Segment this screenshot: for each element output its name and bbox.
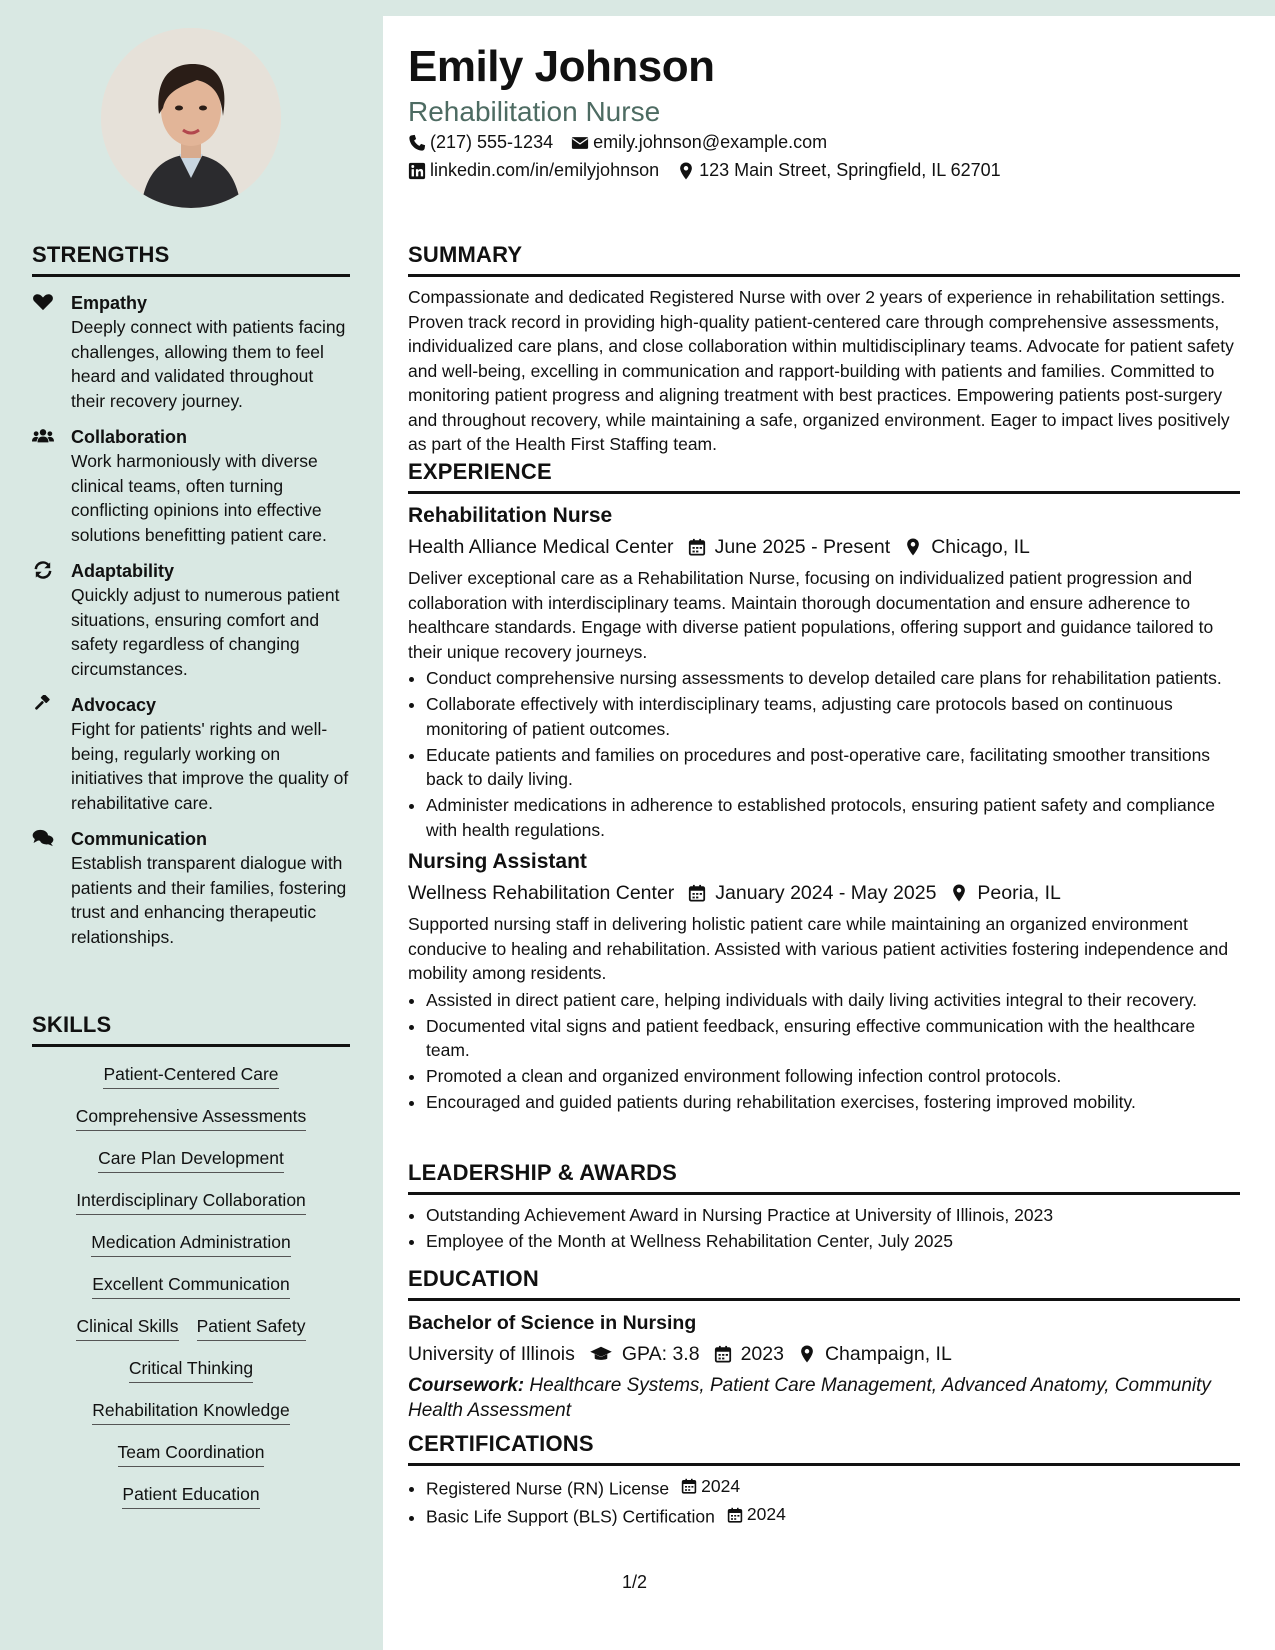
summary-section	[408, 242, 1240, 457]
education-heading: EDUCATION	[408, 1266, 1240, 1301]
job-company: Wellness Rehabilitation Center	[408, 882, 675, 904]
contact-row	[408, 160, 1001, 181]
linkedin-link[interactable]: linkedin.com/in/emilyjohnson	[430, 160, 660, 180]
award-item: • Outstanding Achievement Award in Nursing Practice at University of Illinois, 2023	[426, 1203, 1240, 1228]
strength-title: Adaptability	[71, 561, 175, 581]
job-dates: January 2024 - May 2025	[715, 882, 937, 904]
certification-item	[426, 1474, 1240, 1501]
skill-tag: Rehabilitation Knowledge	[92, 1399, 290, 1425]
strength-item	[32, 827, 350, 949]
strength-title: Collaboration	[71, 427, 187, 447]
graduation-year: 2023	[740, 1343, 784, 1365]
strength-description: Establish transparent dialogue with patients and their families, fostering trust and enhancing therapeutic relationships.	[71, 853, 347, 947]
users-icon	[32, 427, 54, 445]
coursework-list: Healthcare Systems, Patient Care Management, Advanced Anatomy, Community Health Assessment	[408, 1375, 1211, 1421]
job-bullet: • Assisted in direct patient care, helping individuals with daily living activities integral to their recovery.	[426, 988, 1240, 1013]
candidate-role: Rehabilitation Nurse	[408, 96, 661, 127]
strength-description: Work harmoniously with diverse clinical teams, often turning conflicting opinions into effective solutions benefitting patient care.	[71, 451, 327, 545]
leadership-heading: LEADERSHIP & AWARDS	[408, 1160, 1240, 1195]
skill-tag: Patient-Centered Care	[103, 1063, 278, 1089]
leadership-section	[408, 1160, 1240, 1255]
profile-photo	[101, 28, 281, 208]
certification-year: 2024	[701, 1476, 741, 1496]
phone-number: (217) 555-1234	[430, 132, 554, 152]
certification-year: 2024	[746, 1504, 786, 1525]
strength-title: Empathy	[71, 293, 148, 313]
strength-title: Communication	[71, 829, 208, 849]
education-section	[408, 1266, 1240, 1423]
map-marker-icon	[950, 884, 968, 902]
school-location: Champaign, IL	[824, 1343, 952, 1365]
envelope-icon	[571, 134, 589, 152]
job-title: Rehabilitation Nurse	[408, 504, 613, 527]
skill-tag: Patient Education	[122, 1483, 259, 1509]
job-bullet: • Conduct comprehensive nursing assessments to develop detailed care plans for rehabilitation patients.	[426, 666, 1240, 691]
strength-item	[32, 425, 350, 547]
map-marker-icon	[798, 1345, 816, 1363]
skills-section	[32, 1012, 350, 1509]
skill-tag: Patient Safety	[197, 1315, 306, 1341]
email-link[interactable]: emily.johnson@example.com	[593, 132, 828, 152]
calendar-icon	[688, 884, 706, 902]
job-company: Health Alliance Medical Center	[408, 536, 674, 558]
strength-description: Quickly adjust to numerous patient situations, ensuring comfort and safety regardless of changing circumstances.	[71, 585, 340, 679]
job-location: Chicago, IL	[931, 536, 1030, 558]
strength-item	[32, 693, 350, 815]
phone-icon	[408, 134, 426, 152]
sync-icon	[32, 561, 54, 579]
heart-icon	[32, 293, 54, 311]
strength-description: Fight for patients' rights and well-being, regularly working on initiatives that improve the quality of rehabilitative care.	[71, 719, 349, 813]
strengths-heading: STRENGTHS	[32, 242, 350, 277]
calendar-icon	[727, 1507, 743, 1523]
skill-tag: Critical Thinking	[129, 1357, 253, 1383]
skills-heading: SKILLS	[32, 1012, 350, 1047]
job-bullet: • Promoted a clean and organized environment following infection control protocols.	[426, 1064, 1240, 1089]
skill-tag: Care Plan Development	[98, 1147, 284, 1173]
skill-tag: Medication Administration	[91, 1231, 290, 1257]
strengths-section	[32, 242, 350, 949]
skill-tag: Interdisciplinary Collaboration	[76, 1189, 306, 1215]
degree-title: Bachelor of Science in Nursing	[408, 1312, 697, 1334]
certifications-section	[408, 1431, 1240, 1531]
certification-item	[426, 1502, 1240, 1529]
map-marker-icon	[904, 538, 922, 556]
strength-item	[32, 559, 350, 681]
skill-tag: Excellent Communication	[92, 1273, 289, 1299]
certification-name: Basic Life Support (BLS) Certification	[426, 1506, 715, 1527]
job-bullet: • Administer medications in adherence to established protocols, ensuring patient safety and compliance with health regulations.	[426, 793, 1240, 842]
calendar-icon	[714, 1345, 732, 1363]
strength-item	[32, 291, 350, 413]
skill-tag: Clinical Skills	[76, 1315, 178, 1341]
award-item: • Employee of the Month at Wellness Rehabilitation Center, July 2025	[426, 1229, 1240, 1254]
school-name: University of Illinois	[408, 1343, 575, 1365]
job-location: Peoria, IL	[977, 882, 1061, 904]
map-marker-icon	[677, 162, 695, 180]
job-entry	[408, 502, 1240, 842]
job-entry	[408, 848, 1240, 1115]
experience-section	[408, 459, 1240, 1116]
certifications-heading: CERTIFICATIONS	[408, 1431, 1240, 1466]
page-number: 1/2	[622, 1572, 648, 1592]
job-title: Nursing Assistant	[408, 850, 587, 873]
calendar-icon	[688, 538, 706, 556]
job-bullet: • Collaborate effectively with interdisciplinary teams, adjusting care protocols based on continuous monitoring of patient outcomes.	[426, 692, 1240, 741]
coursework	[408, 1373, 1240, 1423]
comments-icon	[32, 829, 54, 847]
summary-text: Compassionate and dedicated Registered Nurse with over 2 years of experience in rehabilitation settings. Proven track record in providing high-quality patient-centered care through comprehensive assessments, individualized care plans, and close collaboration within multidisciplinary teams. Advocate for patient safety and well-being, excelling in communication and rapport-building with patients and families. Committed to monitoring patient progress and aligning treatment with best practices. Empowering patients post-surgery and throughout recovery, while maintaining a safe, organized environment. Eager to impact lives positively as part of the Health First Staffing team.	[408, 287, 1234, 454]
candidate-name: Emily Johnson	[408, 42, 715, 91]
strength-description: Deeply connect with patients facing challenges, allowing them to feel heard and validated throughout their recovery journey.	[71, 317, 346, 411]
job-dates: June 2025 - Present	[714, 536, 891, 558]
skill-tag: Comprehensive Assessments	[76, 1105, 307, 1131]
skill-tag: Team Coordination	[118, 1441, 265, 1467]
gavel-icon	[32, 695, 54, 713]
address: 123 Main Street, Springfield, IL 62701	[699, 160, 1001, 180]
graduation-cap-icon	[589, 1345, 613, 1363]
job-bullet: • Documented vital signs and patient feedback, ensuring effective communication with the healthcare team.	[426, 1014, 1240, 1063]
job-description: Supported nursing staff in delivering holistic patient care while maintaining an organized environment conducive to healing and rehabilitation. Assisted with various patient activities fostering independence and mobility among residents.	[408, 914, 1229, 983]
strength-title: Advocacy	[71, 695, 157, 715]
contact-row	[408, 132, 827, 153]
summary-heading: SUMMARY	[408, 242, 1240, 277]
calendar-icon	[681, 1478, 697, 1494]
sidebar	[0, 0, 383, 1650]
job-description: Deliver exceptional care as a Rehabilitation Nurse, focusing on individualized patient progression and collaboration with interdisciplinary teams. Maintain thorough documentation and ensure adherence to healthcare standards. Engage with diverse patient populations, offering support and guidance tailored to their unique recovery journeys.	[408, 568, 1214, 662]
job-bullet: • Educate patients and families on procedures and post-operative care, facilitating smoother transitions back to daily living.	[426, 743, 1240, 792]
job-bullet: • Encouraged and guided patients during rehabilitation exercises, fostering improved mobility.	[426, 1090, 1240, 1115]
coursework-label: Coursework:	[408, 1375, 525, 1396]
experience-heading: EXPERIENCE	[408, 459, 1240, 494]
linkedin-icon	[408, 162, 426, 180]
gpa: GPA: 3.8	[621, 1343, 700, 1365]
certification-name: Registered Nurse (RN) License	[426, 1478, 670, 1499]
